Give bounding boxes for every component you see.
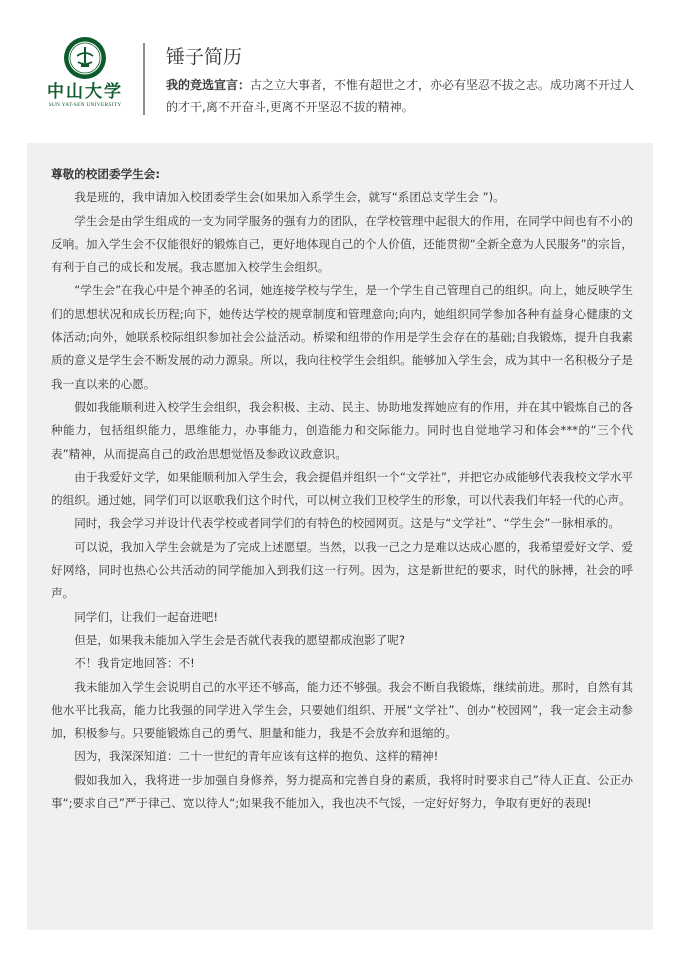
university-logo <box>44 36 126 116</box>
letter-paragraph: “学生会”在我心中是个神圣的名词，她连接学校与学生，是一个学生自己管理自己的组织。向上，她反映学生们的思想状况和成长历程;向下，她传达学校的规章制度和管理意向;向内，她组织同学参加各种有益身心健康的文体活动;向外，她联系校际组织参加社会公益活动。桥梁和纽带的作用是学生会存在的基础;自我锻炼，提升自我素质的意义是学生会不断发展的动力源泉。所以，我向往校学生会组织。能够加入学生会，成为其中一名积极分子是我一直以来的心愿。 <box>51 283 633 391</box>
letter-paragraph: 学生会是由学生组成的一支为同学服务的强有力的团队，在学校管理中起很大的作用，在同学中间也有不小的反响。加入学生会不仅能很好的锻炼自己，更好地体现自己的个人价值，还能贯彻“全新全意为人民服务”的宗旨，有利于自己的成长和发展。我志愿加入校学生会组织。 <box>51 213 633 275</box>
letter-paragraph: 不！我肯定地回答：不! <box>74 656 195 671</box>
campaign-declaration <box>166 74 636 118</box>
letter-panel <box>27 143 653 930</box>
letter-paragraph: 因为，我深深知道：二十一世纪的青年应该有这样的抱负、这样的精神! <box>74 749 439 764</box>
application-letter <box>51 163 633 815</box>
page-title: 锤子简历 <box>166 46 243 68</box>
letter-paragraph: 同学们，让我们一起奋进吧! <box>74 609 218 624</box>
letter-salutation: 尊敬的校团委学生会: <box>51 167 160 181</box>
letter-paragraph: 假如我能顺利进入校学生会组织，我会积极、主动、民主、协助地发挥她应有的作用，并在其中锻炼自己的各种能力，包括组织能力，思维能力，办事能力，创造能力和交际能力。同时也自觉地学习和体会***的“三个代表”精神，从而提高自己的政治思想觉悟及参政议政意识。 <box>51 399 633 461</box>
letter-paragraph: 但是，如果我未能加入学生会是否就代表我的愿望都成泡影了呢? <box>74 632 405 647</box>
university-seal-icon <box>63 36 107 80</box>
university-name: 中山大学 <box>47 82 123 102</box>
letter-paragraph: 同时，我会学习并设计代表学校或者同学们的有特色的校园网页。这是与“文学社”、“学生会”一脉相承的。 <box>74 516 620 531</box>
header-divider <box>143 43 145 115</box>
letter-paragraph: 假如我加入，我将进一步加强自身修养，努力提高和完善自身的素质，我将时时要求自己”待人正直、公正办事“;要求自己”严于律己、宽以待人“;如果我不能加入，我也决不气馁，一定好好努力，争取有更好的表现! <box>51 772 633 811</box>
letter-paragraph: 我是班的，我申请加入校团委学生会(如果加入系学生会，就写“系团总支学生会 ”)。 <box>74 190 505 205</box>
letter-paragraph: 可以说，我加入学生会就是为了完成上述愿望。当然，以我一己之力是难以达成心愿的，我希望爱好文学、爱好网络，同时也热心公共活动的同学能加入到我们这一行列。因为，这是新世纪的要求，时代的脉搏，社会的呼声。 <box>51 539 633 601</box>
university-english-name: SUN YAT-SEN UNIVERSITY <box>48 102 122 108</box>
declaration-text: 古之立大事者，不惟有超世之才，亦必有坚忍不拔之志。成功离不开过人的才干,离不开奋斗,更离不开坚忍不拔的精神。 <box>166 78 635 114</box>
letter-paragraph: 我未能加入学生会说明自己的水平还不够高，能力还不够强。我会不断自我锻炼，继续前进。那时，自然有其他水平比我高，能力比我强的同学进入学生会，只要她们组织、开展“文学社”、创办“校园网”，我一定会主动参加，积极参与。只要能锻炼自己的勇气、胆量和能力，我是不会放弃和退缩的。 <box>51 679 633 741</box>
resume-header <box>0 0 680 140</box>
declaration-label: 我的竞选宣言： <box>166 78 251 92</box>
letter-paragraph: 由于我爱好文学，如果能顺利加入学生会，我会提倡并组织一个“文学社”，并把它办成能够代表我校文学水平的组织。通过她，同学们可以讴歌我们这个时代，可以树立我们卫校学生的形象，可以代表我们年轻一代的心声。 <box>51 469 633 508</box>
